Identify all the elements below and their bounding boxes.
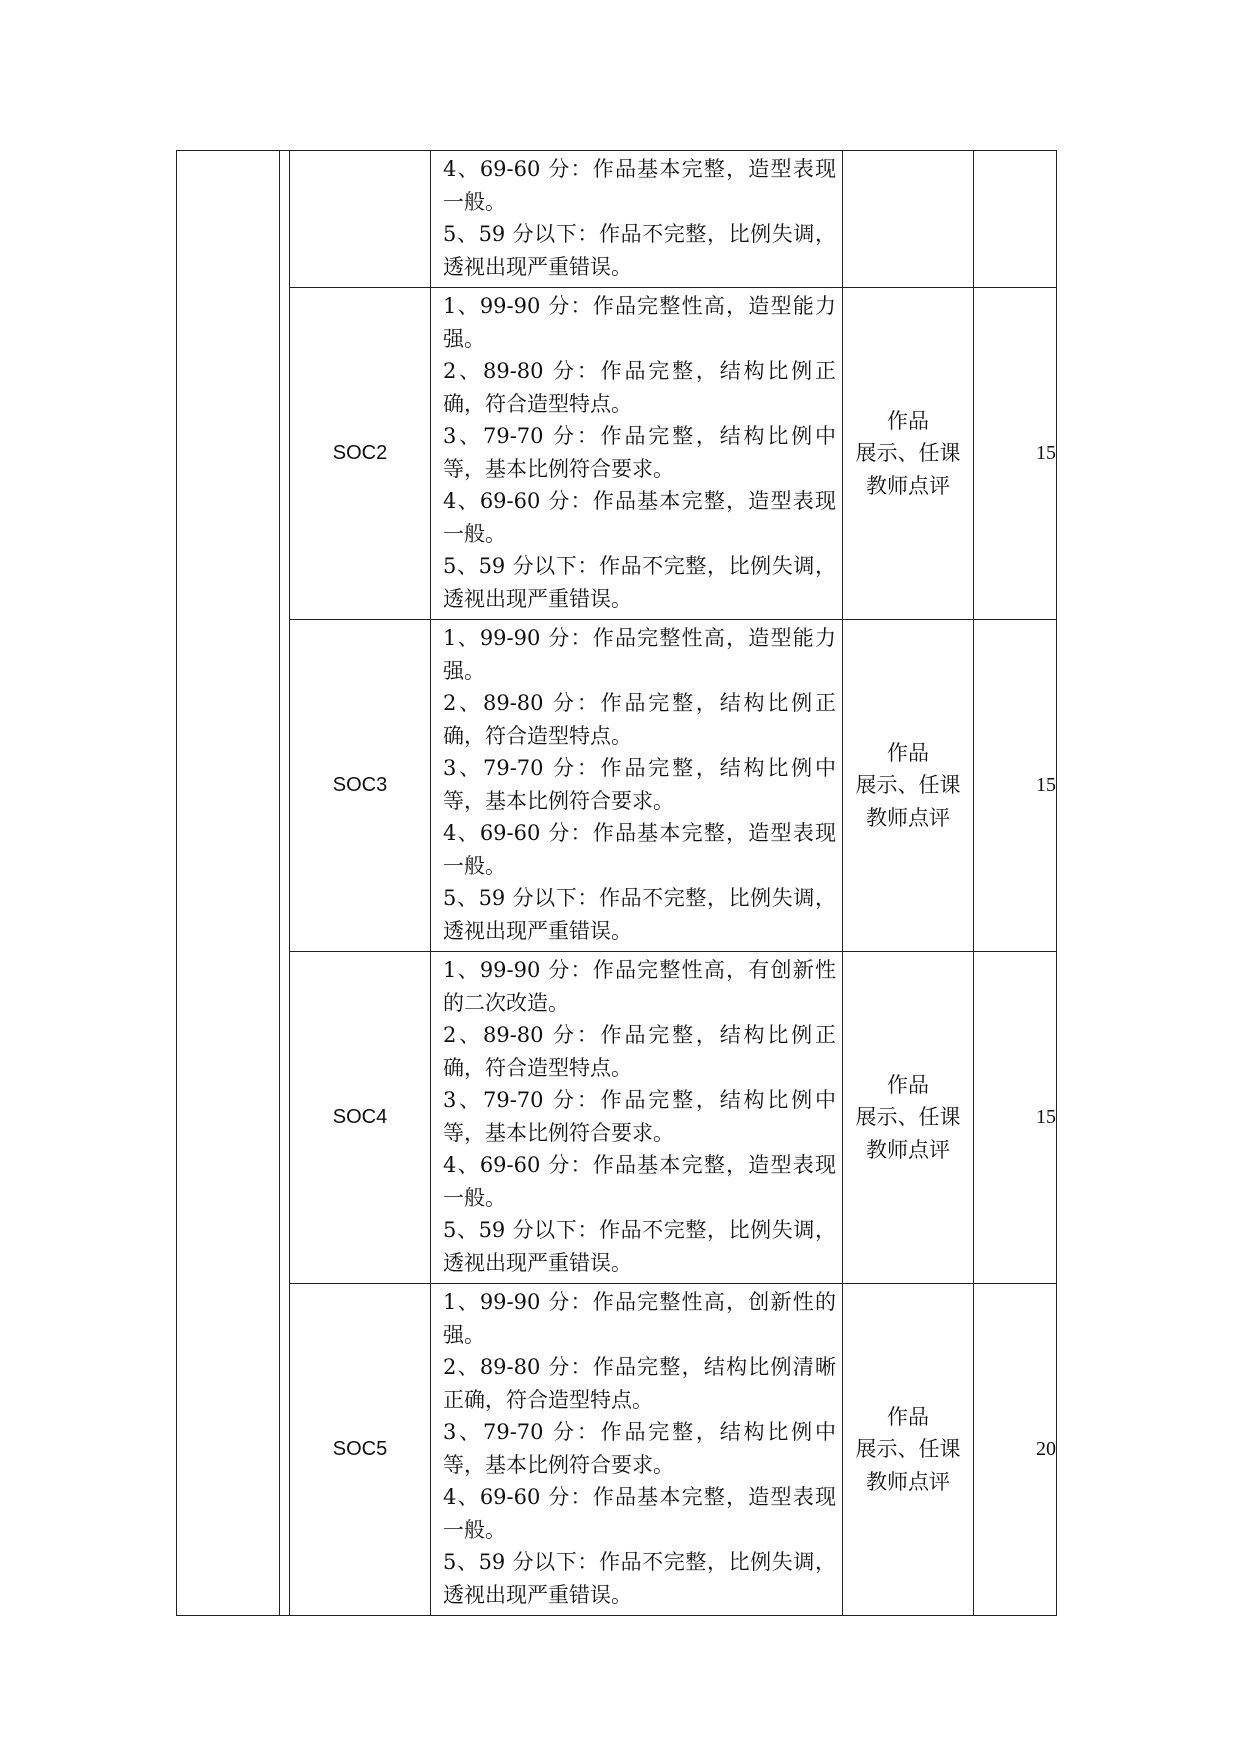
weight-score-cell: 15 [974,288,1057,620]
assessment-method-cell [843,1284,974,1616]
weight-score-cell: 15 [974,620,1057,952]
criteria-line: 3、79-70 分：作品完整，结构比例中等，基本比例符合要求。 [443,756,836,813]
table-row [177,620,1057,952]
merged-category-cell [177,151,280,1616]
criteria-line: 5、59 分以下：作品不完整，比例失调，透视出现严重错误。 [443,222,836,279]
method-line: 展示、任课 [855,1437,961,1462]
table-row [177,288,1057,620]
objective-code-cell [290,151,431,288]
double-rule-gap [280,151,290,1616]
criteria-line: 4、69-60 分：作品基本完整，造型表现一般。 [443,157,836,214]
criteria-cell [431,1284,843,1616]
criteria-line: 1、99-90 分：作品完整性高，造型能力强。 [443,294,836,351]
criteria-line: 2、89-80 分：作品完整，结构比例正确，符合造型特点。 [443,691,836,748]
table-row [177,151,1057,288]
method-line: 教师点评 [866,1137,950,1162]
criteria-line: 2、89-80 分：作品完整，结构比例正确，符合造型特点。 [443,1023,836,1080]
criteria-cell [431,952,843,1284]
method-line: 教师点评 [866,1469,950,1494]
assessment-method-cell [843,620,974,952]
criteria-line: 3、79-70 分：作品完整，结构比例中等，基本比例符合要求。 [443,424,836,481]
method-line: 展示、任课 [855,773,961,798]
criteria-line: 1、99-90 分：作品完整性高，创新性的强。 [443,1290,836,1347]
criteria-line: 4、69-60 分：作品基本完整，造型表现一般。 [443,489,836,546]
criteria-line: 5、59 分以下：作品不完整，比例失调，透视出现严重错误。 [443,1218,836,1275]
objective-code-cell: SOC4 [290,952,431,1284]
criteria-line: 2、89-80 分：作品完整，结构比例清晰正确，符合造型特点。 [443,1355,836,1412]
criteria-line: 4、69-60 分：作品基本完整，造型表现一般。 [443,1153,836,1210]
method-line: 教师点评 [866,805,950,830]
criteria-line: 3、79-70 分：作品完整，结构比例中等，基本比例符合要求。 [443,1420,836,1477]
method-line: 作品 [887,408,929,433]
objective-code-cell: SOC5 [290,1284,431,1616]
criteria-line: 4、69-60 分：作品基本完整，造型表现一般。 [443,1485,836,1542]
objective-code-cell: SOC3 [290,620,431,952]
criteria-line: 1、99-90 分：作品完整性高，造型能力强。 [443,626,836,683]
assessment-method-cell [843,952,974,1284]
criteria-line: 5、59 分以下：作品不完整，比例失调，透视出现严重错误。 [443,886,836,943]
method-line: 展示、任课 [855,1105,961,1130]
objective-code-cell: SOC2 [290,288,431,620]
criteria-cell [431,151,843,288]
criteria-line: 1、99-90 分：作品完整性高，有创新性的二次改造。 [443,958,836,1015]
criteria-cell [431,288,843,620]
weight-score-cell: 20 [974,1284,1057,1616]
assessment-table [176,150,1057,1616]
table-row [177,952,1057,1284]
table-row [177,1284,1057,1616]
criteria-cell [431,620,843,952]
criteria-line: 5、59 分以下：作品不完整，比例失调，透视出现严重错误。 [443,1550,836,1607]
criteria-line: 5、59 分以下：作品不完整，比例失调，透视出现严重错误。 [443,554,836,611]
method-line: 作品 [887,740,929,765]
weight-score-cell [974,151,1057,288]
criteria-line: 4、69-60 分：作品基本完整，造型表现一般。 [443,821,836,878]
assessment-method-cell [843,288,974,620]
method-line: 教师点评 [866,473,950,498]
method-line: 展示、任课 [855,441,961,466]
method-line: 作品 [887,1072,929,1097]
assessment-method-cell [843,151,974,288]
criteria-line: 2、89-80 分：作品完整，结构比例正确，符合造型特点。 [443,359,836,416]
method-line: 作品 [887,1404,929,1429]
criteria-line: 3、79-70 分：作品完整，结构比例中等，基本比例符合要求。 [443,1088,836,1145]
weight-score-cell: 15 [974,952,1057,1284]
